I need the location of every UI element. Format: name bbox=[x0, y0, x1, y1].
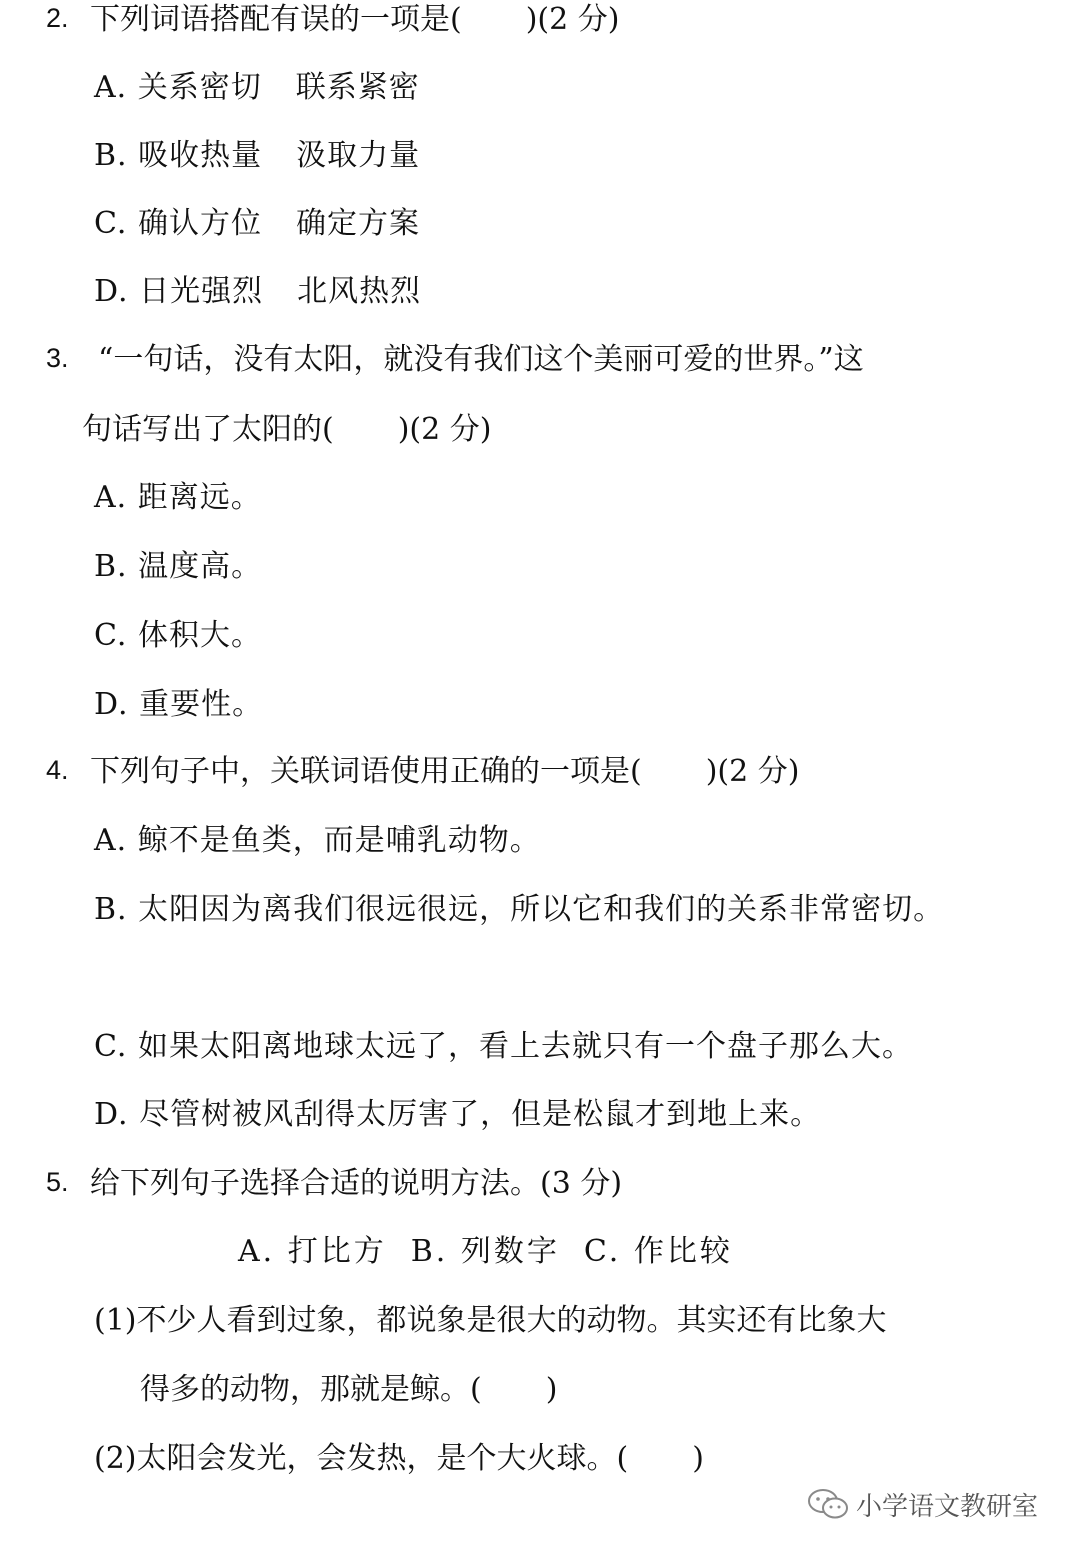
method-letter: A. bbox=[238, 1234, 276, 1269]
question-4-option-d bbox=[94, 1095, 821, 1135]
question-2-number: 2. bbox=[46, 3, 69, 33]
question-3-stem-line-1: “一句话，没有太阳，就没有我们这个美丽可爱的世界。”这 bbox=[98, 342, 864, 377]
question-2-option-c bbox=[94, 204, 420, 244]
option-letter: B. bbox=[94, 892, 128, 927]
option-letter: D. bbox=[94, 1097, 129, 1132]
option-word: 北风热烈 bbox=[297, 274, 422, 309]
option-word: 日光强烈 bbox=[139, 274, 264, 309]
option-word: 联系紧密 bbox=[295, 70, 420, 105]
question-5-methods bbox=[238, 1232, 733, 1272]
question-2-option-d bbox=[94, 272, 421, 312]
option-letter: A. bbox=[94, 70, 128, 105]
option-text: 重要性。 bbox=[139, 687, 264, 722]
option-text: 太阳因为离我们很远很远，所以它和我们的关系非常密切。 bbox=[138, 892, 945, 927]
option-text: 鲸不是鱼类，而是哺乳动物。 bbox=[137, 823, 541, 858]
option-letter: D. bbox=[94, 274, 129, 309]
question-4-option-b bbox=[94, 890, 944, 930]
method-letter: C. bbox=[583, 1234, 622, 1269]
option-word: 确定方案 bbox=[295, 206, 420, 241]
option-letter: A. bbox=[94, 480, 128, 515]
option-word: 吸收热量 bbox=[138, 138, 263, 173]
option-word: 关系密切 bbox=[137, 70, 262, 105]
question-5-sub-2 bbox=[94, 1439, 704, 1479]
question-5-sub-1-line-1: (1)不少人看到过象，都说象是很大的动物。其实还有比象大 bbox=[94, 1303, 887, 1338]
question-3-option-c bbox=[94, 616, 262, 656]
question-3-stem-line-2 bbox=[82, 410, 491, 450]
option-text: 如果太阳离地球太远了，看上去就只有一个盘子那么大。 bbox=[137, 1029, 913, 1064]
question-3-option-b bbox=[94, 547, 262, 587]
option-letter: B. bbox=[94, 549, 128, 584]
method-letter: B. bbox=[410, 1234, 449, 1269]
sub-1-text: 得多的动物，那就是鲸。( bbox=[140, 1372, 482, 1407]
question-3-number: 3. bbox=[46, 343, 69, 373]
question-2-stem bbox=[90, 0, 619, 40]
option-word: 汲取力量 bbox=[296, 138, 421, 173]
option-letter: D. bbox=[94, 687, 129, 722]
sub-2-text: (2)太阳会发光，会发热，是个大火球。( bbox=[94, 1441, 629, 1476]
question-4-option-c bbox=[94, 1027, 913, 1067]
wechat-icon bbox=[806, 1487, 850, 1521]
question-3-option-d bbox=[94, 685, 263, 725]
question-2-option-a bbox=[94, 68, 420, 108]
question-2-points: )(2 分) bbox=[525, 2, 620, 37]
option-letter: C. bbox=[94, 1029, 128, 1064]
sub-1-close: ) bbox=[545, 1372, 558, 1407]
question-4-stem bbox=[90, 752, 799, 792]
option-word: 确认方位 bbox=[137, 206, 262, 241]
question-2-option-b bbox=[94, 136, 420, 176]
watermark-text: 小学语文教研室 bbox=[856, 1491, 1039, 1522]
sub-2-close: ) bbox=[692, 1441, 704, 1476]
watermark bbox=[806, 1484, 1038, 1524]
question-5-sub-1-line-2 bbox=[140, 1370, 557, 1410]
question-4-number: 4. bbox=[46, 755, 69, 785]
option-text: 温度高。 bbox=[138, 549, 263, 584]
option-text: 体积大。 bbox=[137, 618, 262, 653]
question-3-stem-text: 句话写出了太阳的( bbox=[82, 412, 334, 447]
question-2-stem-text: 下列词语搭配有误的一项是( bbox=[90, 2, 462, 37]
option-letter: C. bbox=[94, 618, 128, 653]
option-text: 尽管树被风刮得太厉害了，但是松鼠才到地上来。 bbox=[139, 1097, 822, 1132]
question-5-number: 5. bbox=[46, 1167, 69, 1197]
question-4-stem-text: 下列句子中，关联词语使用正确的一项是( bbox=[90, 754, 642, 789]
option-letter: A. bbox=[94, 823, 128, 858]
option-letter: C. bbox=[94, 206, 128, 241]
question-4-points: )(2 分) bbox=[705, 754, 800, 789]
question-3-option-a bbox=[94, 478, 262, 518]
method-text: 打比方 bbox=[287, 1234, 387, 1269]
question-3-points: )(2 分) bbox=[397, 412, 492, 447]
method-text: 作比较 bbox=[633, 1234, 733, 1269]
question-5-stem: 给下列句子选择合适的说明方法。(3 分) bbox=[90, 1166, 623, 1201]
option-letter: B. bbox=[94, 138, 128, 173]
question-4-option-a bbox=[94, 821, 541, 861]
method-text: 列数字 bbox=[460, 1234, 560, 1269]
option-text: 距离远。 bbox=[137, 480, 262, 515]
